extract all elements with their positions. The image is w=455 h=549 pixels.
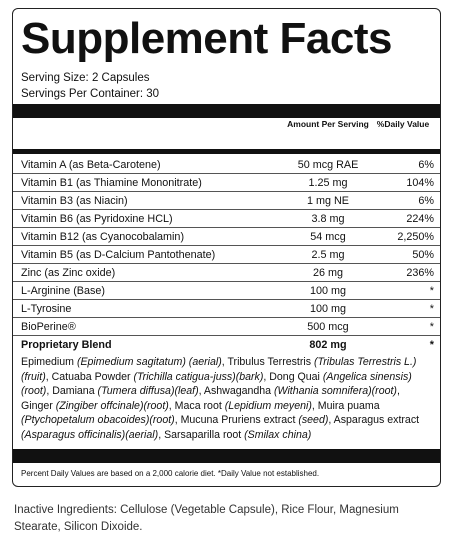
table-row	[13, 265, 440, 282]
nutrient-name: BioPerine®	[21, 321, 76, 333]
ingredient-name: , Muira puama	[311, 399, 380, 412]
ingredient-name: , Maca root	[168, 399, 225, 412]
footnote: Percent Daily Values are based on a 2,000 calorie diet. *Daily Value not established.	[21, 469, 320, 478]
botanical-name: (Lepidium meyeni)	[224, 399, 312, 412]
nutrient-amount: 26 mg	[312, 267, 343, 279]
ingredient-name: , Dong Quai	[263, 370, 323, 383]
ingredient-name: , Ginger	[21, 385, 400, 412]
nutrient-name: Vitamin B1 (as Thiamine Mononitrate)	[21, 177, 202, 189]
nutrient-name: Zinc (as Zinc oxide)	[21, 267, 116, 279]
ingredient-name: , Asparagus extract	[328, 414, 420, 427]
nutrient-name: Vitamin B6 (as Pyridoxine HCL)	[21, 213, 173, 225]
nutrient-amount: 2.5 mg	[311, 249, 345, 261]
thick-divider	[13, 104, 440, 118]
nutrient-name: Vitamin B3 (as Niacin)	[21, 195, 128, 207]
nutrient-daily-value: 2,250%	[397, 231, 434, 243]
botanical-name: (Asparagus officinalis)(aerial)	[21, 428, 159, 441]
botanical-name: (Trichilla catigua-juss)(bark)	[133, 370, 264, 383]
botanical-name: (Smilax china)	[244, 428, 312, 441]
nutrient-daily-value: *	[429, 321, 434, 333]
botanical-name: (Angelica sinensis)(root)	[21, 370, 412, 398]
nutrient-amount: 50 mcg RAE	[297, 159, 359, 171]
table-row	[13, 175, 440, 192]
table-row	[13, 319, 440, 336]
header-daily-value: %Daily Value	[376, 119, 430, 129]
table-row	[13, 247, 440, 264]
nutrient-name: Vitamin B12 (as Cyanocobalamin)	[21, 231, 185, 243]
table-row	[13, 157, 440, 174]
table-row	[13, 301, 440, 318]
servings-per-container: Servings Per Container: 30	[21, 88, 160, 100]
botanical-name: (Epimedium sagitatum) (aerial)	[76, 356, 222, 368]
nutrient-daily-value: 6%	[418, 195, 434, 207]
nutrient-amount: 1 mg NE	[306, 195, 349, 207]
nutrient-amount: 54 mcg	[310, 231, 346, 243]
table-row	[13, 229, 440, 246]
nutrient-daily-value: *	[429, 303, 434, 315]
botanical-name: (Ptychopetalum obacoides)(root)	[21, 414, 175, 427]
nutrient-amount: 100 mg	[309, 285, 346, 297]
nutrient-name: L-Arginine (Base)	[21, 285, 106, 297]
ingredient-name: , Tribulus Terrestris	[221, 356, 314, 368]
nutrient-name: Vitamin B5 (as D-Calcium Pantothenate)	[21, 249, 216, 261]
nutrient-daily-value: 104%	[406, 177, 434, 189]
botanical-name: (Zingiber offcinale)(root)	[55, 399, 169, 412]
nutrient-daily-value: *	[429, 339, 434, 351]
nutrient-amount: 3.8 mg	[311, 213, 345, 225]
panel-title: Supplement Facts	[21, 14, 392, 63]
ingredient-name: , Mucuna Pruriens extract	[174, 414, 299, 427]
nutrient-amount: 500 mcg	[307, 321, 349, 333]
nutrient-daily-value: 6%	[418, 159, 434, 171]
nutrient-daily-value: 224%	[406, 213, 434, 225]
bottom-divider	[13, 449, 440, 463]
ingredient-name: , Ashwagandha	[198, 385, 275, 398]
serving-size: Serving Size: 2 Capsules	[21, 72, 150, 84]
inactive-ingredients: Inactive Ingredients: Cellulose (Vegetable Capsule), Rice Flour, Magnesium Stearate, Silicon Dixoide.	[14, 504, 399, 533]
medium-divider	[13, 149, 440, 154]
nutrient-name: Vitamin A (as Beta-Carotene)	[21, 159, 161, 171]
botanical-name: (Tumera diffusa)(leaf)	[97, 385, 199, 398]
header-amount: Amount Per Serving	[287, 119, 369, 129]
nutrient-daily-value: 50%	[412, 249, 434, 261]
nutrient-amount: 802 mg	[309, 339, 347, 351]
supplement-facts-panel	[12, 8, 441, 487]
ingredient-name: Epimedium	[21, 356, 77, 368]
nutrient-amount: 100 mg	[309, 303, 346, 315]
ingredient-name: , Catuaba Powder	[45, 370, 134, 383]
botanical-name: (Withania somnifera)(root)	[274, 385, 397, 398]
botanical-name: (Tribulas Terrestris L.) (fruit)	[21, 356, 417, 383]
blend-ingredients	[21, 355, 433, 443]
nutrient-amount: 1.25 mg	[308, 177, 348, 189]
table-row	[13, 283, 440, 300]
table-row	[13, 211, 440, 228]
nutrient-name: Proprietary Blend	[21, 339, 112, 351]
botanical-name: (seed)	[298, 414, 329, 427]
table-row	[13, 193, 440, 210]
ingredient-name: , Damiana	[46, 385, 98, 398]
nutrient-name: L-Tyrosine	[21, 303, 72, 315]
ingredient-name: , Sarsaparilla root	[158, 428, 245, 441]
nutrient-daily-value: 236%	[406, 267, 434, 279]
nutrient-daily-value: *	[429, 285, 434, 297]
table-row	[13, 337, 440, 353]
